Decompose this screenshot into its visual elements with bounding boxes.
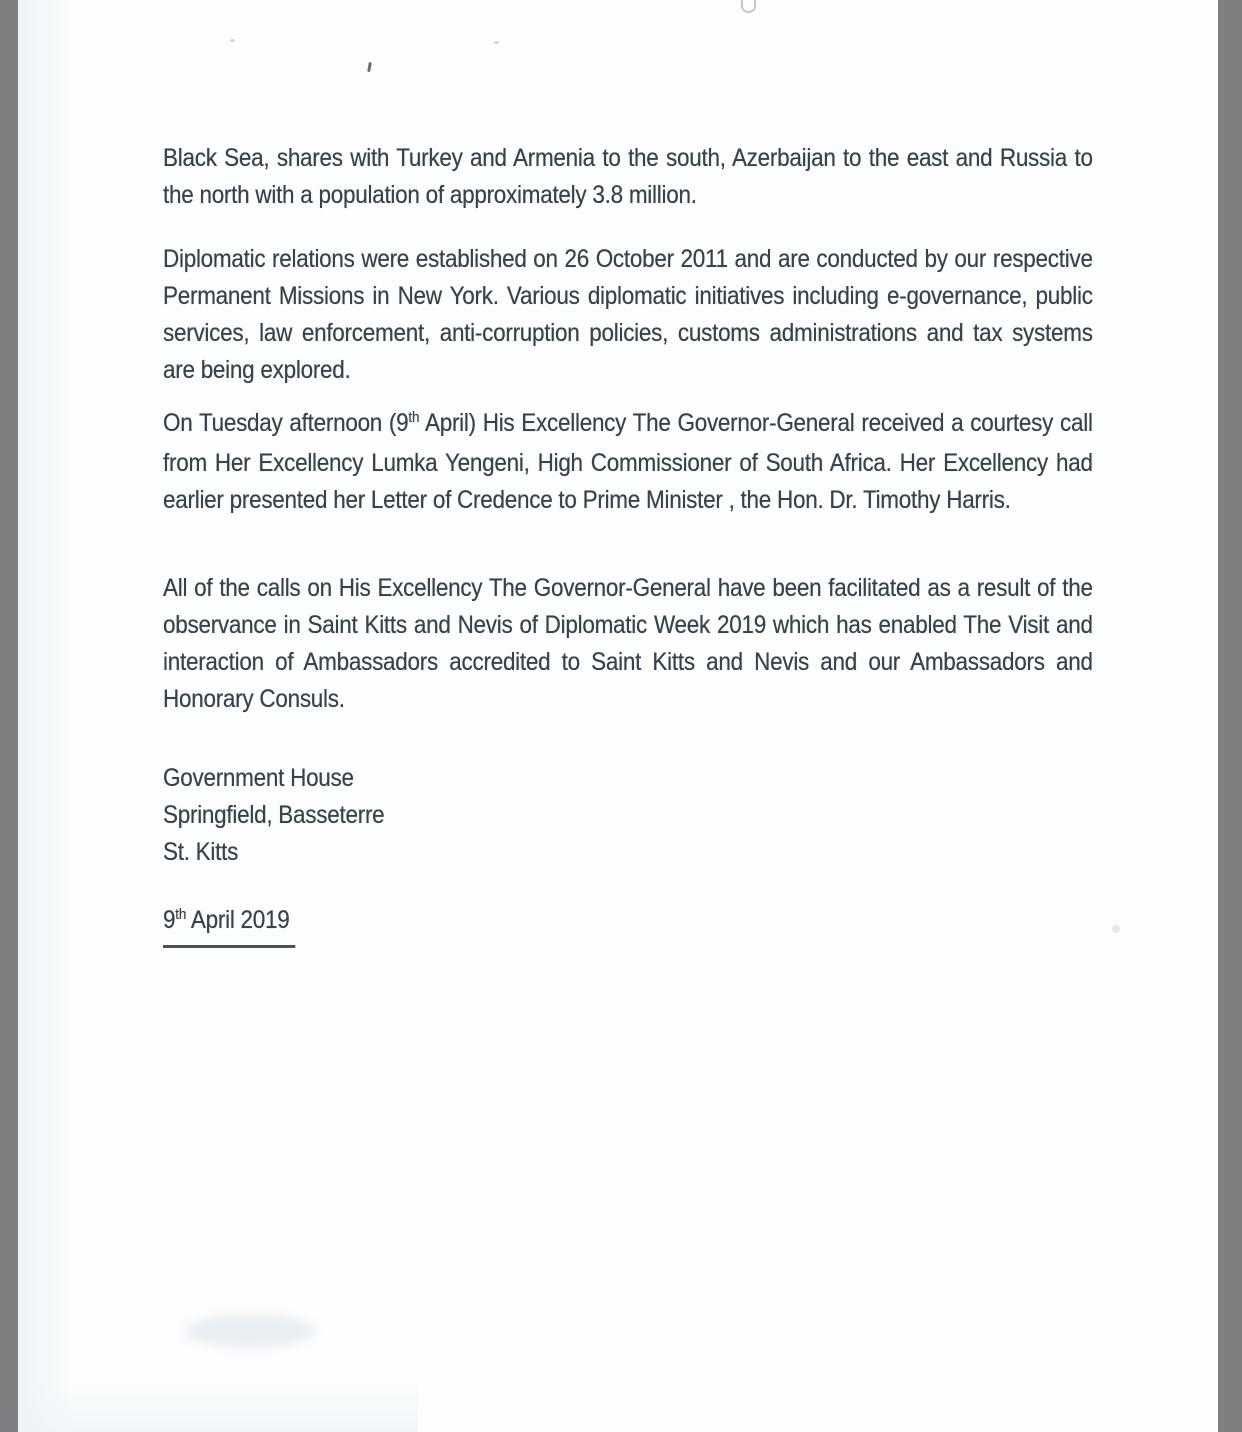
paragraph-diplomatic-week: All of the calls on His Excellency The Governor-General have been facilitated as a result of the observance in Saint Kitts and Nevis of Diplomatic Week 2019 which has enabled The Visit and interaction of Ambassadors accredited to Saint Kitts and Nevis and our Ambassadors and Honorary Consuls. [163, 574, 1093, 713]
scan-artifact-speck [1112, 925, 1120, 933]
letter-body [163, 0, 1093, 1432]
letter-date-day: 9 [163, 906, 176, 934]
address-line-government-house: Government House [163, 764, 354, 792]
sender-address-block [163, 760, 1093, 871]
paragraph-courtesy-call-text: On Tuesday afternoon (9 [163, 409, 409, 437]
paragraph-courtesy-call-text: April) His Excellency The Governor-General received a courtesy call from Her Excellency Lumka Yengeni, High Commissioner of South Africa. Her Excellency had earlier presented her Letter of Credence to Prime Minister , the Hon. Dr. Timothy Harris. [163, 409, 1093, 514]
page-edge-shading-left [18, 0, 73, 1432]
scan-edge-right [1218, 0, 1242, 1432]
address-line-springfield: Springfield, Basseterre [163, 801, 385, 829]
letter-date [163, 902, 295, 948]
ordinal-superscript: th [175, 906, 187, 923]
paragraph-courtesy-call [163, 405, 1093, 519]
ordinal-superscript: th [408, 409, 420, 426]
scan-edge-left [0, 0, 18, 1432]
paragraph-diplomatic-relations: Diplomatic relations were established on 26 October 2011 and are conducted by our respective Permanent Missions in New York. Various diplomatic initiatives including e-governance, public services, law enforcement, anti-corruption policies, customs administrations and tax systems are being explored. [163, 245, 1093, 384]
letter-date-rest: April 2019 [186, 906, 290, 934]
paragraph-geography: Black Sea, shares with Turkey and Armenia to the south, Azerbaijan to the east and Russia to the north with a population of approximately 3.8 million. [163, 144, 1093, 209]
address-line-st-kitts: St. Kitts [163, 838, 239, 866]
